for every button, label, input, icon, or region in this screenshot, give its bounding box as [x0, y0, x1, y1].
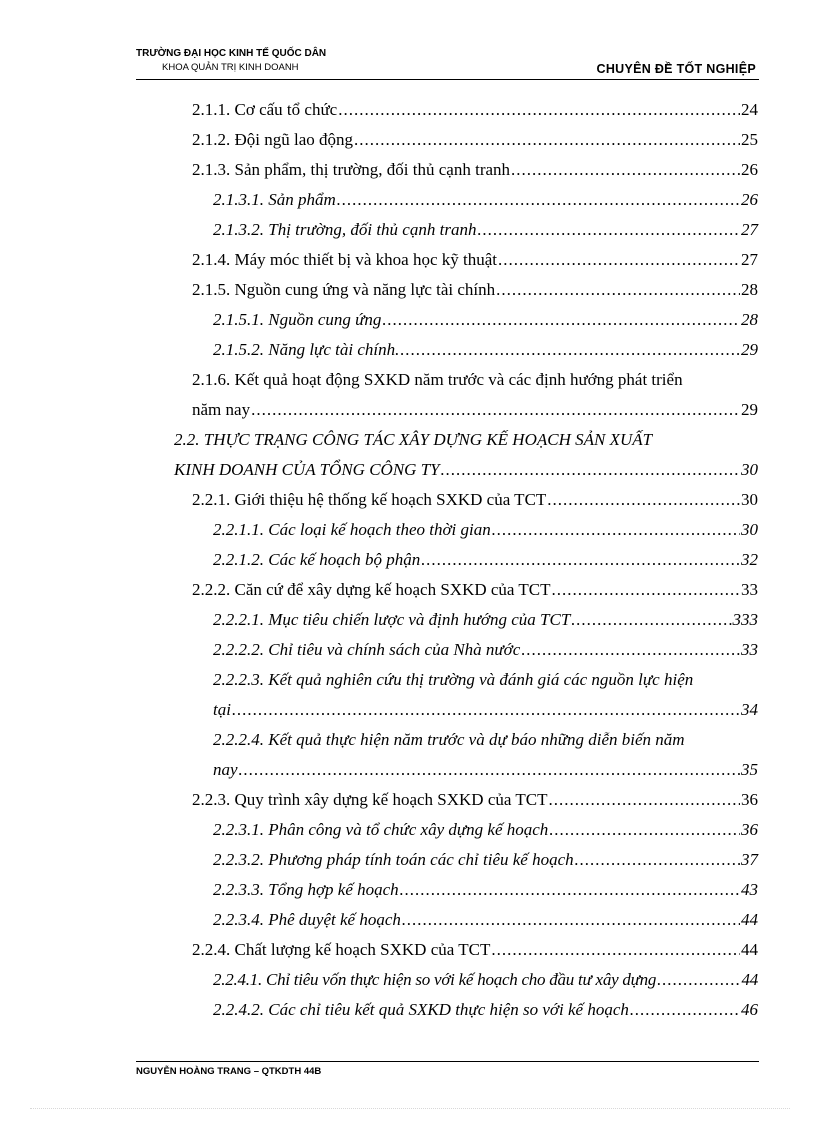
toc-entry-title: 2.2.4.1. Chỉ tiêu vốn thực hiện so với kế hoạch cho đầu tư xây dựng — [213, 970, 657, 989]
footer-divider — [136, 1061, 759, 1062]
school-name: TRƯỜNG ĐẠI HỌC KINH TẾ QUỐC DÂN — [136, 48, 327, 59]
toc-leader — [498, 245, 740, 275]
toc-entry-title: 2.2.3.3. Tổng hợp kế hoạch — [213, 880, 399, 899]
toc-leader — [491, 935, 740, 965]
toc-leader — [421, 545, 740, 575]
toc-entry[interactable] — [192, 575, 758, 605]
toc-entry-title: nay — [213, 760, 238, 779]
toc-entry-page: 30 — [741, 460, 758, 479]
toc-entry-title: 2.2.3.2. Phương pháp tính toán các chỉ tiêu kế hoạch — [213, 850, 574, 869]
toc-entry-page: 26 — [741, 160, 758, 179]
page-bottom-edge — [30, 1108, 790, 1109]
toc-entry[interactable] — [192, 935, 758, 965]
toc-entry-title: KINH DOANH CỦA TỔNG CÔNG TY — [174, 460, 440, 479]
toc-leader — [477, 215, 740, 245]
toc-entry-title: 2.2.1. Giới thiệu hệ thống kế hoạch SXKD của TCT — [192, 490, 547, 509]
toc-leader — [239, 755, 740, 785]
toc-entry-page: 46 — [741, 1000, 758, 1019]
toc-leader — [382, 305, 740, 335]
toc-entry-title: 2.2.1.1. Các loại kế hoạch theo thời gian — [213, 520, 491, 539]
toc-entry-page: 33 — [741, 580, 758, 599]
toc-entry-page: 27 — [741, 220, 758, 239]
toc-entry-page: 32 — [741, 550, 758, 569]
toc-entry-page: 35 — [741, 760, 758, 779]
toc-entry-title: 2.1.5.1. Nguồn cung ứng — [213, 310, 382, 329]
toc-leader — [338, 95, 740, 125]
toc-entry[interactable] — [213, 305, 758, 335]
toc-section[interactable] — [174, 455, 758, 485]
toc-entry-page: 333 — [732, 610, 758, 629]
toc-entry[interactable] — [213, 605, 758, 635]
toc-entry-page: 27 — [741, 250, 758, 269]
toc-entry-title: 2.1.4. Máy móc thiết bị và khoa học kỹ thuật — [192, 250, 497, 269]
toc-leader — [657, 965, 740, 995]
toc-leader — [521, 635, 740, 665]
toc-entry-title: 2.2.3.4. Phê duyệt kế hoạch — [213, 910, 401, 929]
toc-entry[interactable] — [213, 995, 758, 1025]
toc-entry[interactable] — [192, 245, 758, 275]
footer-author: NGUYỄN HOÀNG TRANG – QTKDTH 44B — [136, 1066, 322, 1077]
toc-entry[interactable] — [213, 185, 758, 215]
toc-leader — [400, 335, 740, 365]
toc-entry-page: 34 — [741, 700, 758, 719]
toc-entry-title: 2.2.2.1. Mục tiêu chiến lược và định hướng của TCT — [213, 610, 571, 629]
toc-entry-page: 25 — [741, 130, 758, 149]
toc-entry[interactable] — [213, 815, 758, 845]
toc-entry-page: 26 — [741, 190, 758, 209]
toc-entry[interactable] — [192, 275, 758, 305]
toc-leader — [251, 395, 740, 425]
toc-leader — [402, 905, 740, 935]
toc-entry-line1[interactable]: 2.1.6. Kết quả hoạt động SXKD năm trước và các định hướng phát triển — [192, 370, 683, 389]
toc-entry[interactable] — [192, 95, 758, 125]
toc-entry[interactable] — [192, 395, 758, 425]
toc-entry-page: 33 — [741, 640, 758, 659]
toc-entry-title: 2.2.1.2. Các kế hoạch bộ phận — [213, 550, 421, 569]
toc-entry-page: 36 — [741, 820, 758, 839]
faculty-name: KHOA QUẢN TRỊ KINH DOANH — [162, 62, 299, 73]
toc-leader — [400, 875, 740, 905]
toc-leader — [547, 485, 740, 515]
toc-leader — [552, 575, 740, 605]
toc-entry-title: năm nay — [192, 400, 251, 419]
toc-entry[interactable] — [213, 845, 758, 875]
toc-entry-line1[interactable]: 2.2.2.4. Kết quả thực hiện năm trước và dự báo những diễn biến năm — [213, 730, 685, 749]
toc-entry[interactable] — [192, 485, 758, 515]
toc-entry[interactable] — [213, 215, 758, 245]
toc-leader — [548, 785, 740, 815]
toc-leader — [630, 995, 740, 1025]
toc-entry[interactable] — [213, 695, 758, 725]
toc-leader — [232, 695, 740, 725]
toc-entry[interactable] — [213, 905, 758, 935]
toc-entry-title: 2.1.2. Đội ngũ lao động — [192, 130, 354, 149]
toc-entry[interactable] — [192, 155, 758, 185]
toc-entry[interactable] — [213, 755, 758, 785]
toc-leader — [354, 125, 740, 155]
header-divider — [136, 79, 759, 80]
toc-entry-title: 2.2.3.1. Phân công và tổ chức xây dựng kế hoạch — [213, 820, 549, 839]
toc-entry[interactable] — [213, 335, 758, 365]
toc-leader — [575, 845, 740, 875]
toc-entry-page: 28 — [741, 310, 758, 329]
toc-entry[interactable] — [213, 875, 758, 905]
toc-entry[interactable] — [192, 785, 758, 815]
toc-entry-page: 44 — [741, 940, 758, 959]
toc-leader — [571, 605, 731, 635]
toc-entry-page: 44 — [741, 970, 758, 989]
toc-entry[interactable] — [213, 545, 758, 575]
toc-leader — [441, 455, 740, 485]
toc-entry[interactable] — [213, 515, 758, 545]
header-school-info — [136, 47, 326, 75]
toc-entry-page: 43 — [741, 880, 758, 899]
toc-entry-title: 2.2.2. Căn cứ để xây dựng kế hoạch SXKD của TCT — [192, 580, 551, 599]
toc-leader — [496, 275, 740, 305]
toc-entry-title: 2.1.5. Nguồn cung ứng và năng lực tài chính — [192, 280, 496, 299]
toc-entry-page: 36 — [741, 790, 758, 809]
toc-entry-title: 2.1.3.1. Sản phẩm — [213, 190, 336, 209]
toc-entry-title: tại — [213, 700, 231, 719]
document-type: CHUYÊN ĐỀ TỐT NGHIỆP — [596, 62, 756, 76]
toc-entry-page: 29 — [741, 400, 758, 419]
toc-leader — [549, 815, 740, 845]
toc-entry-title: 2.1.5.2. Năng lực tài chính. — [213, 340, 400, 359]
toc-entry[interactable] — [213, 965, 758, 995]
toc-entry-line1[interactable]: 2.2.2.3. Kết quả nghiên cứu thị trường và đánh giá các nguồn lực hiện — [213, 670, 694, 689]
toc-entry-page: 28 — [741, 280, 758, 299]
toc-entry-title: 2.2.2.2. Chỉ tiêu và chính sách của Nhà nước — [213, 640, 521, 659]
toc-entry-title: 2.1.3. Sản phẩm, thị trường, đối thủ cạnh tranh — [192, 160, 511, 179]
toc-entry-title: 2.2.4.2. Các chỉ tiêu kết quả SXKD thực hiện so với kế hoạch — [213, 1000, 629, 1019]
toc-entry-page: 30 — [741, 520, 758, 539]
toc-entry-title: 2.2.3. Quy trình xây dựng kế hoạch SXKD của TCT — [192, 790, 548, 809]
toc-entry-page: 29 — [741, 340, 758, 359]
toc-entry-page: 44 — [741, 910, 758, 929]
toc-leader — [492, 515, 740, 545]
toc-leader — [511, 155, 740, 185]
toc-entry-page: 30 — [741, 490, 758, 509]
toc-entry[interactable] — [192, 125, 758, 155]
toc-section-line1[interactable]: 2.2. THỰC TRẠNG CÔNG TÁC XÂY DỰNG KẾ HOẠCH SẢN XUẤT — [174, 430, 653, 449]
toc-entry-title: 2.2.4. Chất lượng kế hoạch SXKD của TCT — [192, 940, 491, 959]
toc-entry-title: 2.1.1. Cơ cấu tổ chức — [192, 100, 338, 119]
toc-leader — [337, 185, 740, 215]
toc-entry[interactable] — [213, 635, 758, 665]
toc-entry-page: 24 — [741, 100, 758, 119]
toc-entry-title: 2.1.3.2. Thị trường, đối thủ cạnh tranh — [213, 220, 477, 239]
toc-entry-page: 37 — [741, 850, 758, 869]
